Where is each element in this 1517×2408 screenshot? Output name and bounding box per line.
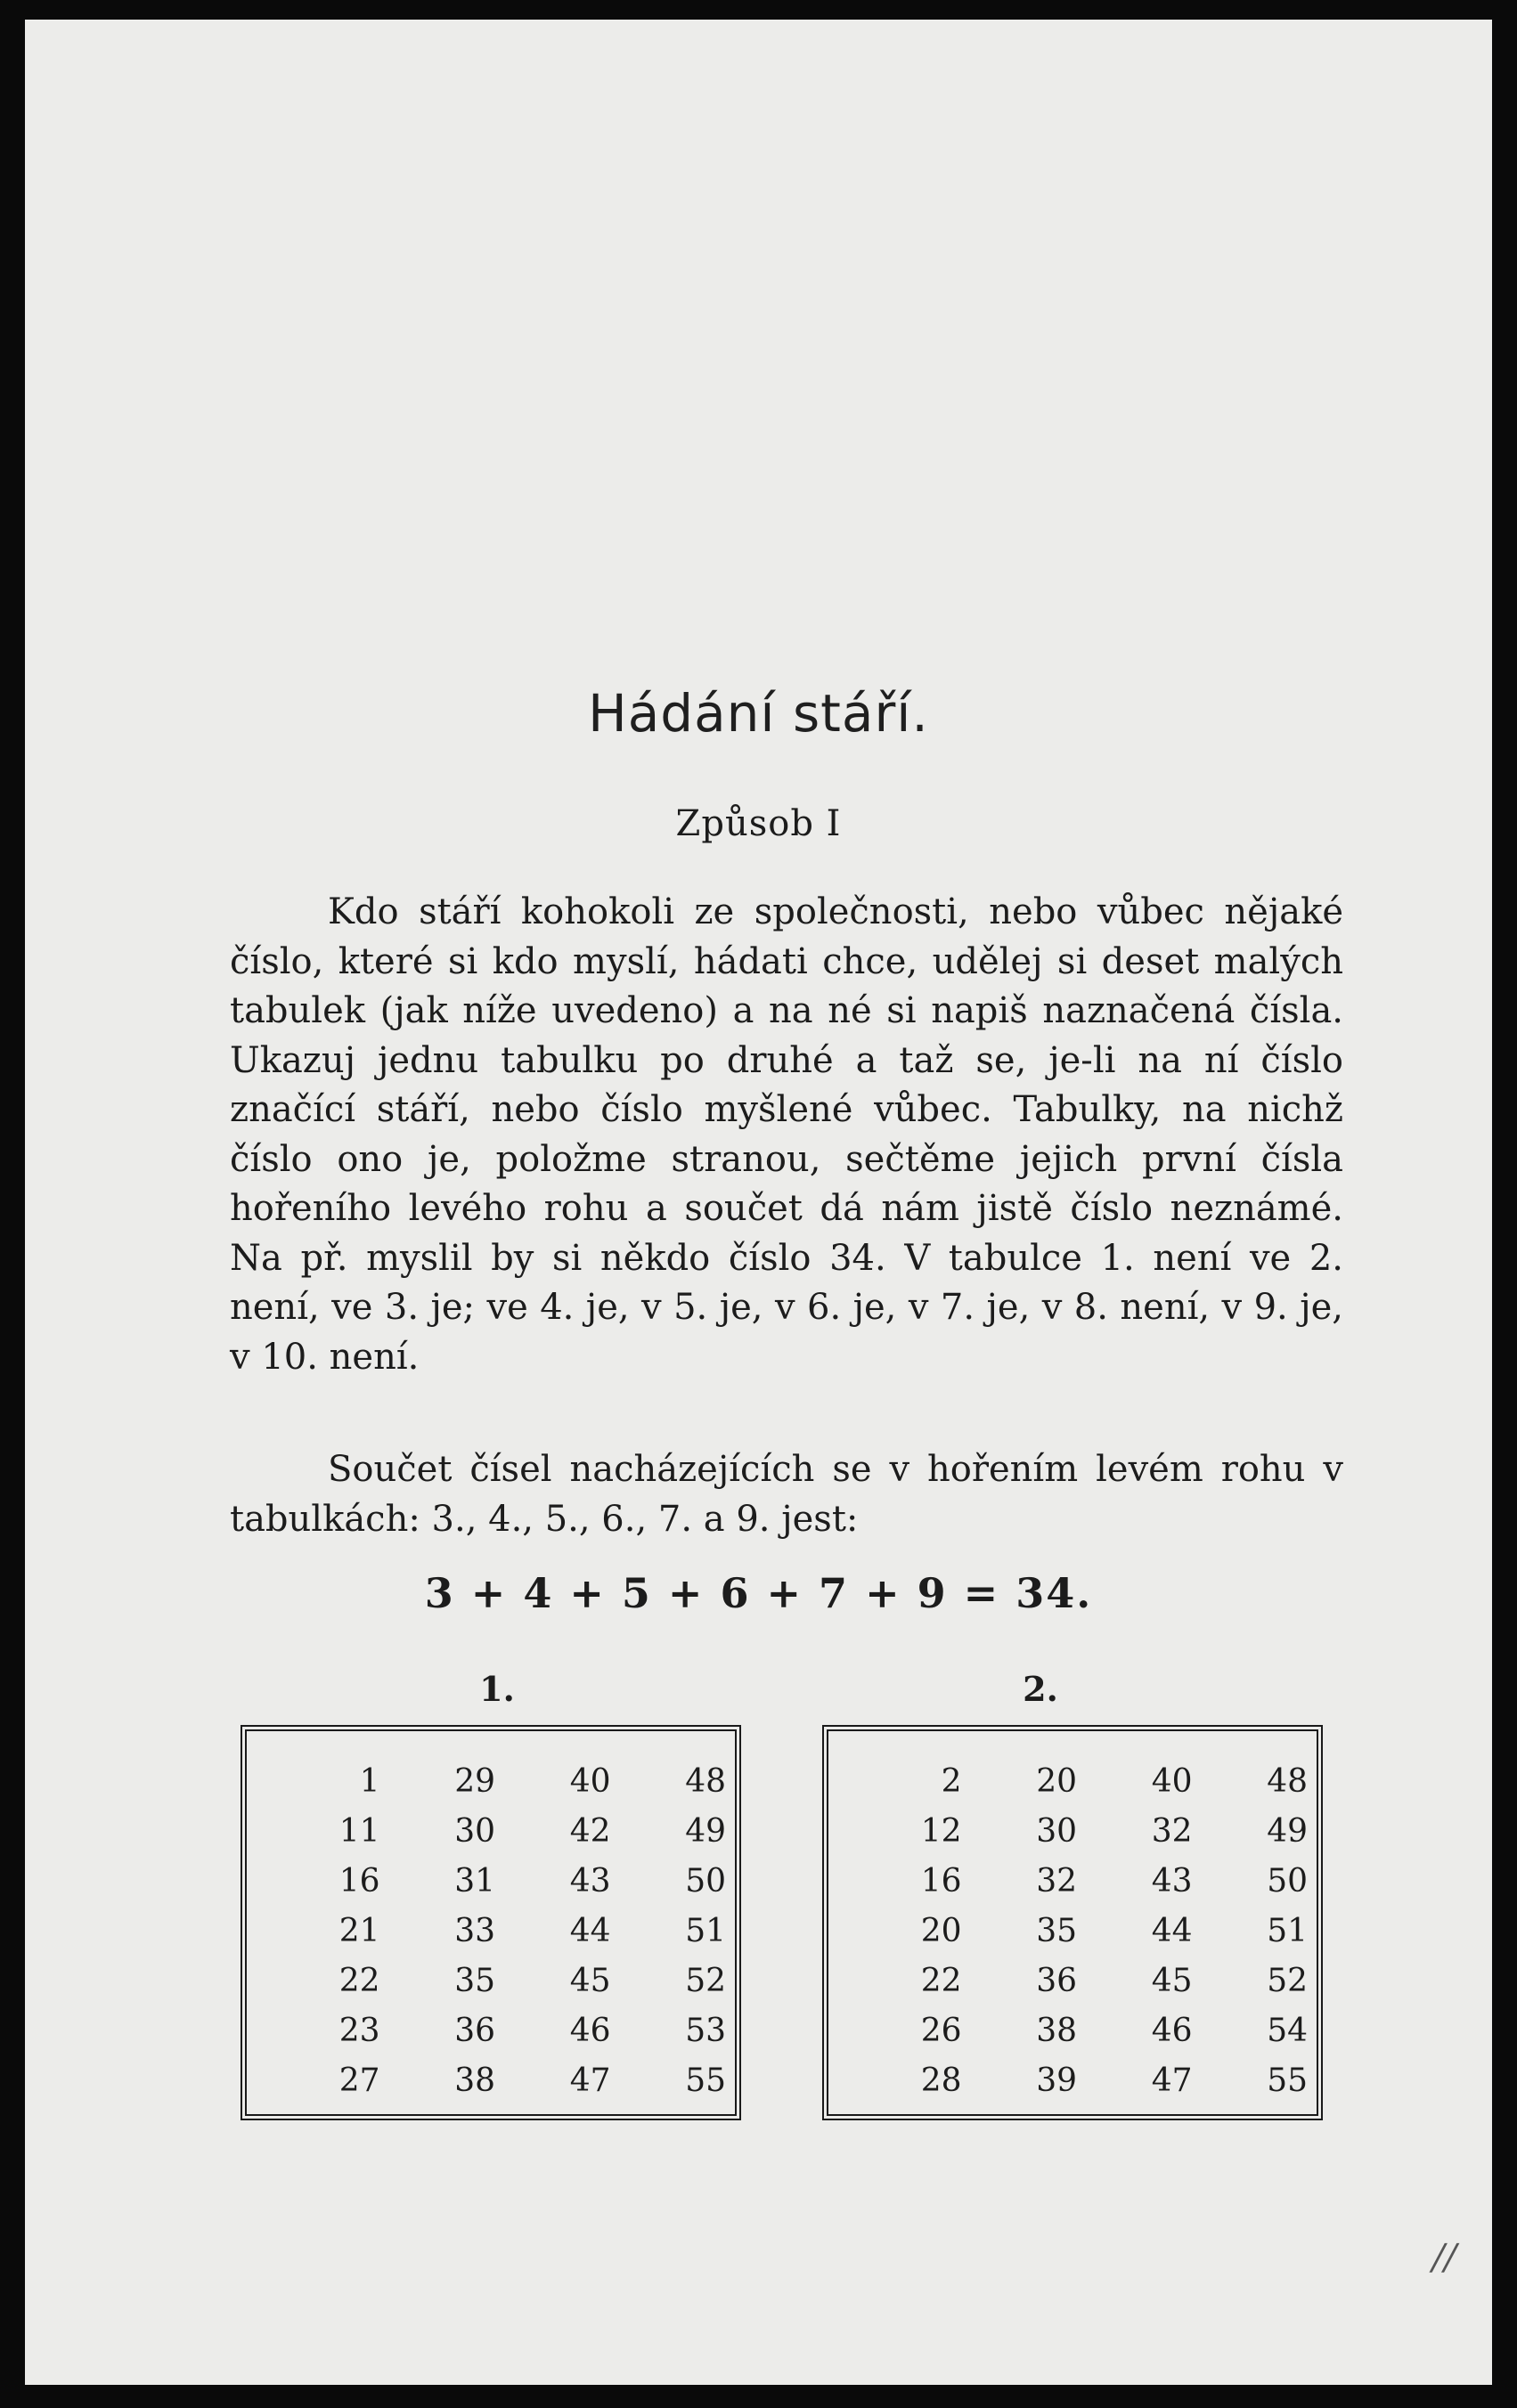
table-cell: 31 [454,1862,495,1900]
table-row [855,1956,1317,2005]
table-row [273,1906,735,1956]
table-cell: 20 [1036,1762,1077,1800]
table-cell: 39 [1036,2062,1077,2099]
table-cell: 47 [569,2062,611,2099]
table-cell: 55 [685,2062,726,2099]
table-cell: 23 [338,2012,380,2049]
book-page [25,20,1492,2385]
number-table-2 [822,1725,1323,2120]
table-cell: 35 [454,1962,495,1999]
table-cell: 47 [1151,2062,1193,2099]
table-cell: 49 [685,1812,726,1850]
table-cell: 48 [1267,1762,1308,1800]
table-cell: 29 [454,1762,495,1800]
table-cell: 21 [338,1912,380,1949]
table-cell: 36 [454,2012,495,2049]
table-row [273,2005,735,2055]
table-cell: 32 [1036,1862,1077,1900]
table-cell: 16 [920,1862,962,1900]
table-cell: 55 [1267,2062,1308,2099]
table-cell: 40 [1151,1762,1193,1800]
table-cell: 30 [1036,1812,1077,1850]
table-cell: 26 [920,2012,962,2049]
table-cell: 43 [569,1862,611,1900]
table-row [273,1756,735,1806]
table-cell: 12 [920,1812,962,1850]
table-cell: 44 [569,1912,611,1949]
table-cell: 53 [685,2012,726,2049]
table-2-label: 2. [1023,1669,1058,1709]
paragraph-sum: Součet čísel nacházejících se v hořením levém rohu v tabulkách: 3., 4., 5., 6., 7. a 9. jest: [230,1449,1343,1540]
table-cell: 52 [685,1962,726,1999]
table-cell: 33 [454,1912,495,1949]
table-cell: 51 [1267,1912,1308,1949]
table-cell: 27 [338,2062,380,2099]
table-1-label: 1. [479,1669,515,1709]
table-row [273,1806,735,1856]
section-subtitle: Způsob I [675,803,842,844]
table-cell: 44 [1151,1912,1193,1949]
table-cell: 50 [685,1862,726,1900]
table-cell: 22 [920,1962,962,1999]
table-cell: 40 [569,1762,611,1800]
table-cell: 36 [1036,1962,1077,1999]
number-table-1 [241,1725,741,2120]
table-cell: 51 [685,1912,726,1949]
paragraph-instructions: Kdo stáří kohokoli ze společnosti, nebo vůbec nějaké číslo, které si kdo myslí, hádati chce, udělej si deset malých tabulek (jak níže uvedeno) a na né si napiš naznačená čísla. Ukazuj jednu tabulku po druhé a taž se, je-li na ní číslo značící stáří, nebo číslo myšlené vůbec. Tabulky, na nichž číslo ono je, položme stranou, sečtěme jejich první čísla hořeního levého rohu a součet dá nám jistě číslo neznámé. Na př. myslil by si někdo číslo 34. V tabulce 1. není ve 2. není, ve 3. je; ve 4. je, v 5. je, v 6. je, v 7. je, v 8. není, v 9. je, v 10. není. [230,891,1343,1378]
table-cell: 11 [338,1812,380,1850]
table-cell: 1 [359,1762,380,1800]
page-title: Hádání stáří. [588,683,929,744]
table-cell: 50 [1267,1862,1308,1900]
table-cell: 48 [685,1762,726,1800]
table-cell: 32 [1151,1812,1193,1850]
table-cell: 16 [338,1862,380,1900]
table-cell: 45 [1151,1962,1193,1999]
table-row [273,2055,735,2105]
table-cell: 20 [920,1912,962,1949]
table-cell: 22 [338,1962,380,1999]
table-cell: 42 [569,1812,611,1850]
table-cell: 35 [1036,1912,1077,1949]
table-row [855,1906,1317,1956]
margin-pencil-mark: // [1428,2237,1461,2278]
table-row [273,1856,735,1906]
table-row [273,1956,735,2005]
table-row [855,2005,1317,2055]
table-cell: 52 [1267,1962,1308,1999]
table-row [855,2055,1317,2105]
table-row [855,1806,1317,1856]
table-cell: 46 [1151,2012,1193,2049]
table-row [855,1856,1317,1906]
table-cell: 38 [1036,2012,1077,2049]
table-cell: 38 [454,2062,495,2099]
table-cell: 45 [569,1962,611,1999]
table-cell: 28 [920,2062,962,2099]
table-cell: 43 [1151,1862,1193,1900]
table-1-grid [273,1756,735,2105]
table-cell: 30 [454,1812,495,1850]
table-cell: 49 [1267,1812,1308,1850]
table-cell: 54 [1267,2012,1308,2049]
table-cell: 2 [941,1762,962,1800]
table-row [855,1756,1317,1806]
equation: 3 + 4 + 5 + 6 + 7 + 9 = 34. [424,1569,1093,1617]
table-cell: 46 [569,2012,611,2049]
table-2-grid [855,1756,1317,2105]
